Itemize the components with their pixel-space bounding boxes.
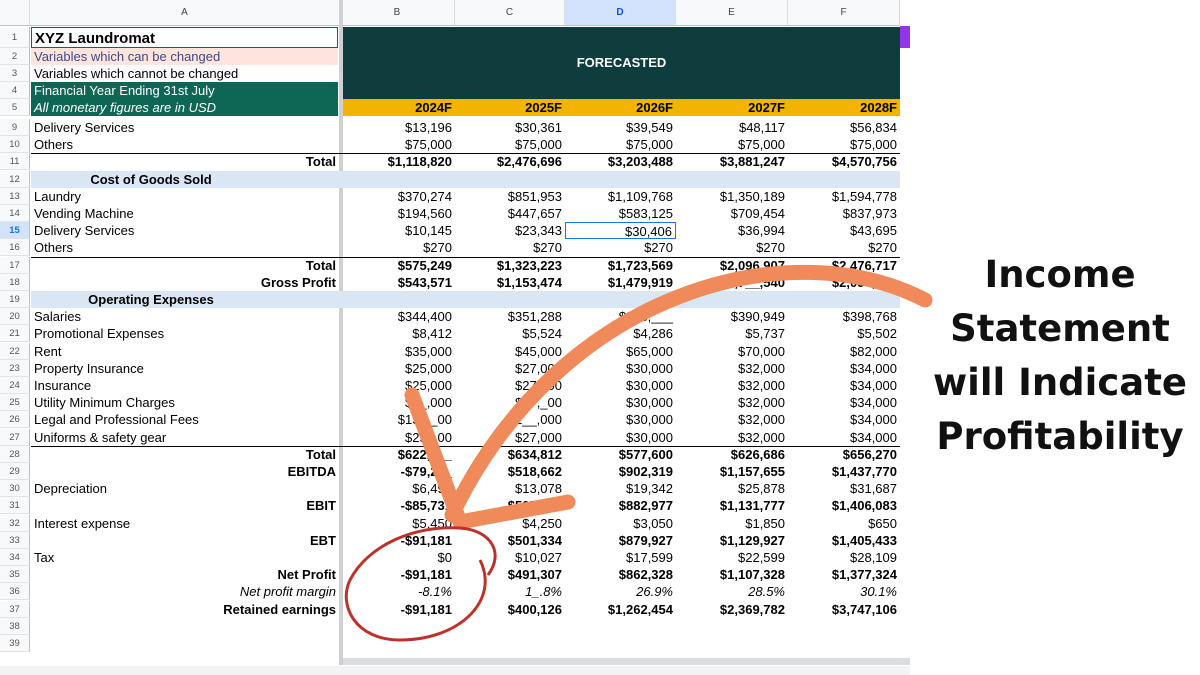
row-number[interactable]: 31 <box>0 497 30 514</box>
value-cell[interactable]: $634,812 <box>507 447 562 462</box>
value-cell[interactable]: $2,096,907 <box>719 258 785 273</box>
value-cell[interactable]: $34,000 <box>850 412 897 427</box>
value-cell[interactable]: $135,_00 <box>397 412 452 427</box>
row-number[interactable]: 37 <box>0 601 30 618</box>
value-cell[interactable]: $27,_00 <box>515 395 562 410</box>
value-cell[interactable]: $5,502 <box>857 326 897 341</box>
row-number[interactable]: 15 <box>0 222 30 239</box>
column-header-c[interactable]: C <box>455 0 565 26</box>
value-cell[interactable]: $19,342 <box>626 481 673 496</box>
row-label[interactable]: Gross Profit <box>260 275 336 290</box>
row-label[interactable]: Retained earnings <box>223 602 336 617</box>
value-cell[interactable]: $501,334 <box>507 533 562 548</box>
row-number[interactable]: 25 <box>0 394 30 411</box>
value-cell[interactable]: $17,599 <box>626 550 673 565</box>
row-label[interactable]: Tax <box>34 550 55 565</box>
legend-currency[interactable]: All monetary figures are in USD <box>31 99 338 116</box>
value-cell[interactable]: $879,927 <box>618 533 673 548</box>
value-cell[interactable]: $32,000 <box>738 430 785 445</box>
value-cell[interactable]: $13,196 <box>405 120 452 135</box>
value-cell[interactable]: $32,000 <box>738 378 785 393</box>
row-number[interactable]: 19 <box>0 291 30 308</box>
column-header-f[interactable]: F <box>788 0 900 26</box>
value-cell[interactable]: $583,125 <box>618 206 673 221</box>
row-number[interactable]: 9 <box>0 119 30 136</box>
value-cell[interactable]: $30,000 <box>626 378 673 393</box>
value-cell[interactable]: $8,412 <box>412 326 452 341</box>
row-label[interactable]: Interest expense <box>34 516 131 531</box>
row-label[interactable]: EBT <box>310 533 336 548</box>
row-label[interactable]: Rent <box>34 344 62 359</box>
row-label[interactable]: Total <box>305 154 336 169</box>
value-cell[interactable]: $25,000 <box>405 361 452 376</box>
value-cell[interactable]: $398,768 <box>842 309 897 324</box>
value-cell[interactable]: $34,000 <box>850 378 897 393</box>
value-cell[interactable]: $1,406,083 <box>831 498 897 513</box>
column-header-d[interactable]: D <box>565 0 676 26</box>
value-cell[interactable]: $2,476,717 <box>831 258 897 273</box>
row-number[interactable]: 4 <box>0 82 30 99</box>
row-label[interactable]: Vending Machine <box>34 206 134 221</box>
value-cell[interactable]: $447,657 <box>507 206 562 221</box>
value-cell[interactable]: $270 <box>868 240 897 255</box>
value-cell[interactable]: $0 <box>437 550 452 565</box>
year-header-2027f[interactable]: 2027F <box>676 99 788 116</box>
value-cell[interactable]: $270 <box>644 240 673 255</box>
value-cell[interactable]: $82,000 <box>850 344 897 359</box>
value-cell[interactable]: $30,000 <box>626 361 673 376</box>
value-cell[interactable]: $270 <box>423 240 452 255</box>
value-cell[interactable]: $56,834 <box>850 120 897 135</box>
value-cell[interactable]: $1,129,927 <box>719 533 785 548</box>
value-cell[interactable]: $75,000 <box>626 137 673 152</box>
value-cell[interactable]: $39,549 <box>626 120 673 135</box>
value-cell[interactable]: $75,000 <box>405 137 452 152</box>
value-cell[interactable]: $1,350,189 <box>719 189 785 204</box>
value-cell[interactable]: $902,319 <box>618 464 673 479</box>
value-cell[interactable]: $491,307 <box>507 567 562 582</box>
value-cell[interactable]: $75,000 <box>515 137 562 152</box>
value-cell[interactable]: $30,000 <box>626 395 673 410</box>
value-cell[interactable]: -$85,731 <box>400 498 452 513</box>
value-cell[interactable]: $1,118,820 <box>387 154 452 169</box>
value-cell[interactable]: $626,686 <box>730 447 785 462</box>
value-cell[interactable]: $3,050 <box>633 516 673 531</box>
row-label[interactable]: Promotional Expenses <box>34 326 165 341</box>
value-cell[interactable]: $543,571 <box>397 275 452 290</box>
forecasted-banner: FORECASTED <box>343 27 900 99</box>
value-cell[interactable]: $577,600 <box>618 447 673 462</box>
row-number[interactable]: 29 <box>0 463 30 480</box>
year-header-2024f[interactable]: 2024F <box>343 99 455 116</box>
value-cell[interactable]: $650 <box>868 516 897 531</box>
value-cell[interactable]: $4,286 <box>633 326 673 341</box>
value-cell[interactable]: $45,000 <box>515 344 562 359</box>
row-number[interactable]: 39 <box>0 635 30 652</box>
value-cell[interactable]: $43,695 <box>850 223 897 238</box>
legend-fixed[interactable]: Variables which cannot be changed <box>34 66 239 81</box>
value-cell[interactable]: $194,560 <box>397 206 452 221</box>
row-label[interactable]: Total <box>305 258 336 273</box>
highlight-circle-icon <box>346 528 495 640</box>
value-cell[interactable]: $1,7__,540 <box>719 275 785 290</box>
row-label[interactable]: Depreciation <box>34 481 107 496</box>
value-cell[interactable]: $32,000 <box>738 361 785 376</box>
value-cell[interactable]: $22,599 <box>738 550 785 565</box>
value-cell[interactable]: $32,000 <box>738 412 785 427</box>
value-cell[interactable]: $400,126 <box>507 602 562 617</box>
value-cell[interactable]: $575,249 <box>397 258 452 273</box>
row-label[interactable]: Net Profit <box>277 567 336 582</box>
value-cell[interactable]: -$91,181 <box>400 602 452 617</box>
value-cell[interactable]: $358,___ <box>618 309 673 324</box>
row-number[interactable]: 27 <box>0 429 30 446</box>
value-cell[interactable]: $23,343 <box>515 223 562 238</box>
value-cell[interactable]: $30,361 <box>515 120 562 135</box>
value-cell[interactable]: $1__,000 <box>507 412 562 427</box>
value-cell[interactable]: -8.1% <box>418 584 452 599</box>
row-label[interactable]: Delivery Services <box>34 120 135 135</box>
value-cell[interactable]: $2_,000 <box>405 395 452 410</box>
value-cell[interactable]: $65,000 <box>626 344 673 359</box>
value-cell[interactable]: $75,000 <box>738 137 785 152</box>
value-cell[interactable]: $6,490 <box>412 481 452 496</box>
row-label[interactable]: EBITDA <box>287 464 336 479</box>
value-cell[interactable]: $30,000 <box>626 412 673 427</box>
row-label[interactable]: Salaries <box>34 309 81 324</box>
value-cell[interactable]: $30,000 <box>626 430 673 445</box>
value-cell[interactable]: $1,262,454 <box>607 602 673 617</box>
row-label[interactable]: Laundry <box>34 189 81 204</box>
row-number[interactable]: 23 <box>0 360 30 377</box>
row-label[interactable]: Others <box>34 137 74 152</box>
value-cell[interactable]: 28.5% <box>748 584 785 599</box>
row-number[interactable]: 21 <box>0 325 30 342</box>
legend-fiscal-year[interactable]: Financial Year Ending 31st July <box>31 82 338 99</box>
value-cell[interactable]: $1,157,655 <box>719 464 785 479</box>
value-cell[interactable]: $1,850 <box>745 516 785 531</box>
value-cell[interactable]: 30.1% <box>860 584 897 599</box>
row-number[interactable]: 35 <box>0 566 30 583</box>
value-cell[interactable]: $622,8__ <box>397 447 452 462</box>
value-cell[interactable]: $518,662 <box>507 464 562 479</box>
value-cell[interactable]: $1,377,324 <box>831 567 897 582</box>
value-cell[interactable]: $35,000 <box>405 344 452 359</box>
value-cell[interactable]: $13,078 <box>515 481 562 496</box>
column-header-b[interactable]: B <box>340 0 455 26</box>
value-cell[interactable]: $3,747,106 <box>831 602 897 617</box>
row-number[interactable]: 2 <box>0 48 30 65</box>
row-label[interactable]: EBIT <box>306 498 336 513</box>
row-label[interactable]: Cost of Goods Sold <box>90 172 212 187</box>
selected-cell[interactable]: $30,406 <box>565 222 676 239</box>
row-label[interactable]: Insurance <box>34 378 92 393</box>
value-cell[interactable]: $656,270 <box>842 447 897 462</box>
value-cell[interactable]: $27,000 <box>515 361 562 376</box>
value-cell[interactable]: $1,131,777 <box>719 498 785 513</box>
value-cell[interactable]: $31,687 <box>850 481 897 496</box>
value-cell[interactable]: $1,153,474 <box>496 275 562 290</box>
value-cell[interactable]: 26.9% <box>636 584 673 599</box>
row-label[interactable]: Utility Minimum Charges <box>34 395 175 410</box>
value-cell[interactable]: $837,973 <box>842 206 897 221</box>
value-cell[interactable]: $270 <box>756 240 785 255</box>
value-cell[interactable]: $27,000 <box>515 378 562 393</box>
value-cell[interactable]: $1,323,223 <box>496 258 562 273</box>
row-number[interactable]: 33 <box>0 532 30 549</box>
value-cell[interactable]: $4,570,756 <box>831 154 897 169</box>
value-cell[interactable]: $2,476,696 <box>496 154 562 169</box>
value-cell[interactable]: $1,479,919 <box>607 275 673 290</box>
row-number[interactable]: 26 <box>0 411 30 428</box>
value-cell[interactable]: $1,109,768 <box>607 189 673 204</box>
value-cell[interactable]: $48,117 <box>738 120 785 135</box>
value-cell[interactable]: $25,_00 <box>405 430 452 445</box>
value-cell[interactable]: $1,594,778 <box>831 189 897 204</box>
value-cell[interactable]: $1,405,433 <box>831 533 897 548</box>
row-number[interactable]: 10 <box>0 136 30 153</box>
row-number[interactable]: 38 <box>0 618 30 635</box>
row-label[interactable]: Property Insurance <box>34 361 144 376</box>
row-number[interactable]: 20 <box>0 308 30 325</box>
value-cell[interactable]: $70,000 <box>738 344 785 359</box>
value-cell[interactable]: $882,977 <box>618 498 673 513</box>
row-label[interactable]: Uniforms & safety gear <box>34 430 167 445</box>
row-number[interactable]: 32 <box>0 515 30 532</box>
row-number[interactable]: 28 <box>0 446 30 463</box>
value-cell[interactable]: $3,203,488 <box>607 154 673 169</box>
row-label[interactable]: Total <box>305 447 336 462</box>
year-header-2025f[interactable]: 2025F <box>455 99 565 116</box>
row-label[interactable]: Legal and Professional Fees <box>34 412 199 427</box>
row-number[interactable]: 12 <box>0 171 30 188</box>
row-label[interactable]: Delivery Services <box>34 223 135 238</box>
value-cell[interactable]: $4,250 <box>522 516 562 531</box>
row-number[interactable]: 5 <box>0 99 30 116</box>
year-header-2026f[interactable]: 2026F <box>565 99 676 116</box>
row-number[interactable]: 1 <box>0 27 30 48</box>
value-cell[interactable]: 1_.8% <box>525 584 562 599</box>
headline-text: Income Statement will Indicate Profitability <box>932 253 1188 458</box>
year-header-2028f[interactable]: 2028F <box>788 99 900 116</box>
row-number[interactable]: 11 <box>0 153 30 170</box>
row-number[interactable]: 17 <box>0 257 30 274</box>
value-cell[interactable]: $32,000 <box>738 395 785 410</box>
row-label[interactable]: Net profit margin <box>239 584 336 599</box>
value-cell[interactable]: $2,369,782 <box>719 602 785 617</box>
value-cell[interactable]: $370,274 <box>397 189 452 204</box>
value-cell[interactable]: $2,094,0__ <box>831 275 897 290</box>
value-cell[interactable]: -$91,181 <box>400 567 452 582</box>
value-cell[interactable]: $862,328 <box>618 567 673 582</box>
arrow-icon <box>452 272 925 515</box>
row-number[interactable]: 36 <box>0 583 30 600</box>
value-cell[interactable]: $5,524 <box>522 326 562 341</box>
value-cell[interactable]: $344,400 <box>397 309 452 324</box>
row-number[interactable]: 24 <box>0 377 30 394</box>
value-cell[interactable]: -$79,24_ <box>400 464 452 479</box>
legend-changeable[interactable]: Variables which can be changed <box>31 48 338 65</box>
row-number[interactable]: 3 <box>0 65 30 82</box>
value-cell[interactable]: $36,994 <box>738 223 785 238</box>
value-cell[interactable]: $28,109 <box>850 550 897 565</box>
value-cell[interactable]: $25,878 <box>738 481 785 496</box>
value-cell[interactable]: $1,723,569 <box>607 258 673 273</box>
value-cell[interactable]: $34,000 <box>850 430 897 445</box>
value-cell[interactable]: $25,000 <box>405 378 452 393</box>
row-number[interactable]: 30 <box>0 480 30 497</box>
value-cell[interactable]: $1,107,328 <box>719 567 785 582</box>
value-cell[interactable]: $27,000 <box>515 430 562 445</box>
row-number[interactable]: 22 <box>0 343 30 360</box>
value-cell[interactable]: -$91,181 <box>400 533 452 548</box>
row-number[interactable]: 14 <box>0 205 30 222</box>
value-cell[interactable]: $5,450 <box>412 516 452 531</box>
sheet-title[interactable]: XYZ Laundromat <box>31 27 338 48</box>
value-cell[interactable]: $5,737 <box>745 326 785 341</box>
column-header-e[interactable]: E <box>676 0 788 26</box>
value-cell[interactable]: $10,027 <box>515 550 562 565</box>
value-cell[interactable]: $851,953 <box>507 189 562 204</box>
value-cell[interactable]: $505,584 <box>507 498 562 513</box>
value-cell[interactable]: $1,437,770 <box>831 464 897 479</box>
row-number[interactable]: 34 <box>0 549 30 566</box>
value-cell[interactable]: $34,000 <box>850 395 897 410</box>
row-number[interactable]: 13 <box>0 188 30 205</box>
value-cell[interactable]: $34,000 <box>850 361 897 376</box>
row-label[interactable]: Others <box>34 240 74 255</box>
row-number[interactable]: 18 <box>0 274 30 291</box>
value-cell[interactable]: $10,145 <box>405 223 452 238</box>
column-header-a[interactable]: A <box>30 0 340 26</box>
value-cell[interactable]: $3,881,247 <box>719 154 785 169</box>
value-cell[interactable]: $351,288 <box>507 309 562 324</box>
value-cell[interactable]: $709,454 <box>730 206 785 221</box>
row-number[interactable]: 16 <box>0 239 30 256</box>
row-label[interactable]: Operating Expenses <box>88 292 214 307</box>
value-cell[interactable]: $75,000 <box>850 137 897 152</box>
value-cell[interactable]: $390,949 <box>730 309 785 324</box>
value-cell[interactable]: $270 <box>533 240 562 255</box>
